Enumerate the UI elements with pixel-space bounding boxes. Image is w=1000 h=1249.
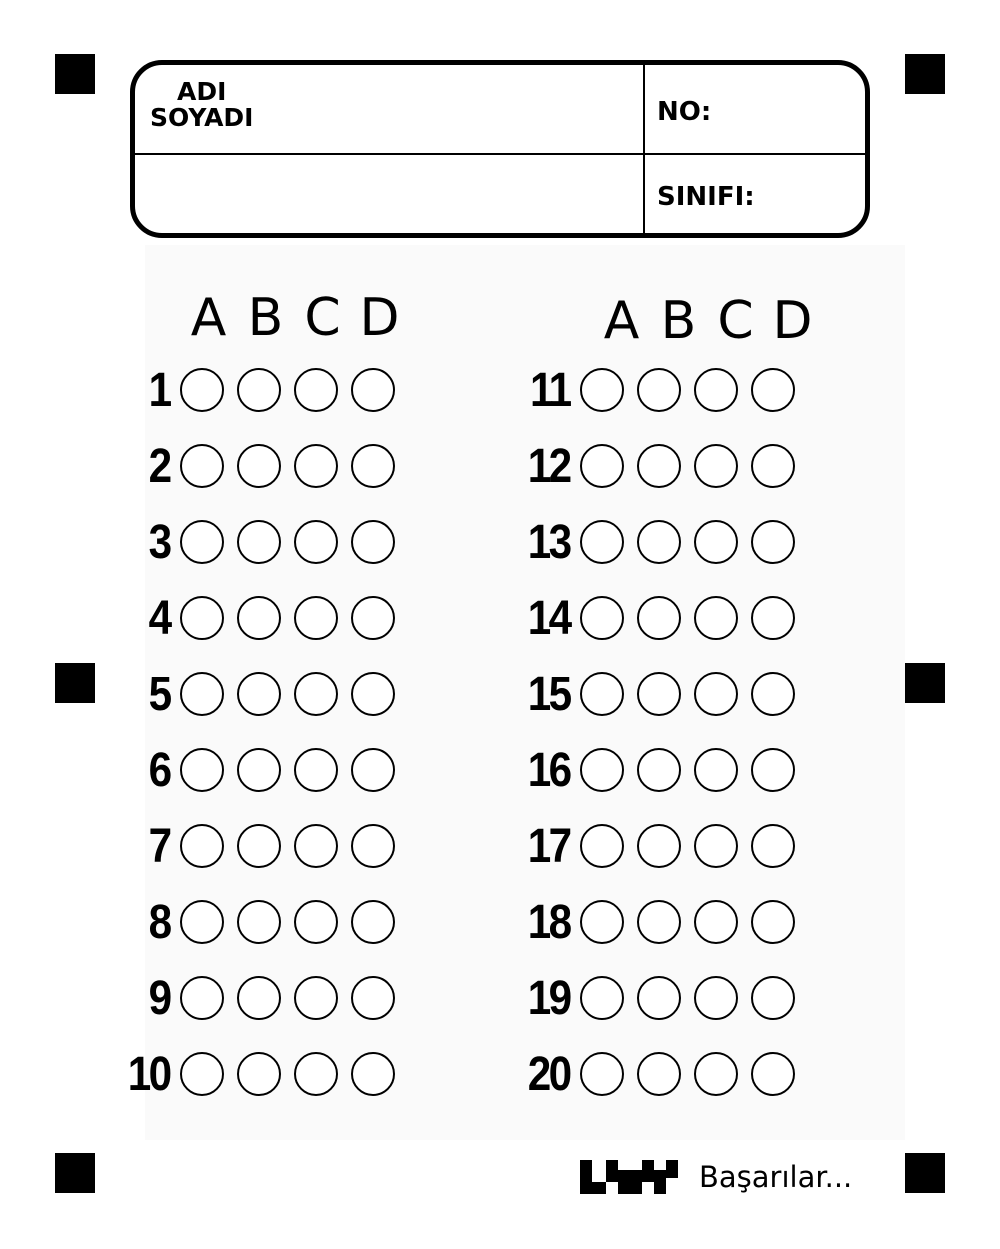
question-number: 4 bbox=[148, 591, 170, 645]
question-number: 12 bbox=[527, 439, 570, 493]
answer-bubble-a[interactable] bbox=[580, 444, 624, 488]
question-row bbox=[500, 884, 808, 960]
answer-bubble-c[interactable] bbox=[294, 748, 338, 792]
question-row bbox=[500, 504, 808, 580]
answer-bubble-a[interactable] bbox=[580, 976, 624, 1020]
alignment-marker-middle-left bbox=[55, 663, 95, 703]
answer-bubble-a[interactable] bbox=[180, 444, 224, 488]
class-label: SINIFI: bbox=[657, 182, 755, 212]
answer-bubble-a[interactable] bbox=[580, 1052, 624, 1096]
answer-bubble-c[interactable] bbox=[294, 824, 338, 868]
answer-bubble-c[interactable] bbox=[694, 748, 738, 792]
answer-bubble-b[interactable] bbox=[637, 368, 681, 412]
answer-bubble-b[interactable] bbox=[637, 748, 681, 792]
answer-bubble-b[interactable] bbox=[637, 900, 681, 944]
question-number: 2 bbox=[148, 439, 170, 493]
answer-bubble-a[interactable] bbox=[180, 900, 224, 944]
answer-bubble-d[interactable] bbox=[351, 672, 395, 716]
question-number: 5 bbox=[148, 667, 170, 721]
answer-bubble-d[interactable] bbox=[751, 900, 795, 944]
number-label: NO: bbox=[657, 97, 712, 127]
question-number: 7 bbox=[148, 819, 170, 873]
answer-bubble-a[interactable] bbox=[580, 900, 624, 944]
question-row bbox=[500, 580, 808, 656]
answer-bubble-c[interactable] bbox=[294, 976, 338, 1020]
answer-bubble-d[interactable] bbox=[351, 596, 395, 640]
question-number: 10 bbox=[127, 1047, 170, 1101]
answer-bubble-d[interactable] bbox=[751, 1052, 795, 1096]
answer-bubble-a[interactable] bbox=[180, 368, 224, 412]
answer-bubble-d[interactable] bbox=[751, 824, 795, 868]
answer-bubble-b[interactable] bbox=[637, 596, 681, 640]
option-letter: B bbox=[247, 288, 284, 348]
question-number: 8 bbox=[148, 895, 170, 949]
answer-bubble-c[interactable] bbox=[294, 368, 338, 412]
question-number: 13 bbox=[527, 515, 570, 569]
question-row bbox=[100, 732, 408, 808]
question-number: 6 bbox=[148, 743, 170, 797]
answer-bubble-d[interactable] bbox=[751, 520, 795, 564]
question-row bbox=[500, 352, 808, 428]
answer-bubble-c[interactable] bbox=[694, 596, 738, 640]
answer-bubble-a[interactable] bbox=[580, 520, 624, 564]
answer-bubble-d[interactable] bbox=[351, 520, 395, 564]
question-column-right bbox=[500, 352, 808, 1112]
option-letter: B bbox=[660, 291, 697, 351]
question-row bbox=[100, 656, 408, 732]
option-letter: A bbox=[603, 291, 640, 351]
question-number: 14 bbox=[527, 591, 570, 645]
option-letter: A bbox=[190, 288, 227, 348]
answer-bubble-d[interactable] bbox=[351, 444, 395, 488]
answer-bubble-d[interactable] bbox=[351, 976, 395, 1020]
alignment-marker-top-left bbox=[55, 54, 95, 94]
answer-bubble-b[interactable] bbox=[637, 444, 681, 488]
question-number: 19 bbox=[527, 971, 570, 1025]
answer-bubble-a[interactable] bbox=[180, 520, 224, 564]
footer-message: Başarılar... bbox=[699, 1160, 853, 1194]
alignment-marker-bottom-left bbox=[55, 1153, 95, 1193]
answer-bubble-c[interactable] bbox=[694, 368, 738, 412]
answer-bubble-c[interactable] bbox=[294, 444, 338, 488]
question-number: 17 bbox=[527, 819, 570, 873]
answer-bubble-b[interactable] bbox=[637, 1052, 681, 1096]
checker-logo-icon bbox=[580, 1160, 678, 1194]
answer-bubble-d[interactable] bbox=[751, 596, 795, 640]
answer-bubble-c[interactable] bbox=[294, 596, 338, 640]
alignment-marker-top-right bbox=[905, 54, 945, 94]
answer-bubble-c[interactable] bbox=[294, 520, 338, 564]
answer-bubble-b[interactable] bbox=[237, 520, 281, 564]
answer-bubble-a[interactable] bbox=[180, 824, 224, 868]
answer-bubble-d[interactable] bbox=[351, 748, 395, 792]
question-number: 18 bbox=[527, 895, 570, 949]
answer-bubble-a[interactable] bbox=[180, 976, 224, 1020]
answer-bubble-a[interactable] bbox=[180, 672, 224, 716]
answer-bubble-a[interactable] bbox=[180, 748, 224, 792]
question-number: 16 bbox=[527, 743, 570, 797]
answer-bubble-b[interactable] bbox=[637, 520, 681, 564]
answer-bubble-c[interactable] bbox=[694, 444, 738, 488]
answer-bubble-c[interactable] bbox=[694, 976, 738, 1020]
answer-bubble-c[interactable] bbox=[694, 520, 738, 564]
option-letters-right bbox=[593, 293, 821, 349]
question-row bbox=[100, 808, 408, 884]
answer-bubble-d[interactable] bbox=[351, 824, 395, 868]
alignment-marker-bottom-right bbox=[905, 1153, 945, 1193]
option-letter: C bbox=[717, 291, 754, 351]
question-column-left bbox=[100, 352, 408, 1112]
question-number: 11 bbox=[530, 363, 570, 417]
question-number: 9 bbox=[148, 971, 170, 1025]
question-number: 20 bbox=[527, 1047, 570, 1101]
student-info-box bbox=[130, 60, 870, 238]
answer-bubble-b[interactable] bbox=[237, 596, 281, 640]
answer-bubble-b[interactable] bbox=[237, 1052, 281, 1096]
info-divider-vertical bbox=[643, 65, 645, 233]
question-row bbox=[100, 1036, 408, 1112]
answer-bubble-a[interactable] bbox=[580, 368, 624, 412]
option-letter: C bbox=[304, 288, 341, 348]
answer-bubble-a[interactable] bbox=[580, 596, 624, 640]
question-row bbox=[500, 428, 808, 504]
answer-bubble-a[interactable] bbox=[580, 748, 624, 792]
option-letter: D bbox=[359, 288, 400, 348]
answer-bubble-c[interactable] bbox=[694, 900, 738, 944]
info-divider-horizontal bbox=[135, 153, 865, 155]
option-letters-left bbox=[180, 290, 408, 346]
answer-bubble-d[interactable] bbox=[751, 444, 795, 488]
answer-bubble-b[interactable] bbox=[237, 900, 281, 944]
question-row bbox=[500, 808, 808, 884]
question-row bbox=[500, 960, 808, 1036]
answer-bubble-c[interactable] bbox=[294, 1052, 338, 1096]
answer-bubble-c[interactable] bbox=[694, 672, 738, 716]
answer-bubble-d[interactable] bbox=[751, 672, 795, 716]
answer-bubble-d[interactable] bbox=[751, 976, 795, 1020]
answer-bubble-a[interactable] bbox=[180, 1052, 224, 1096]
answer-bubble-d[interactable] bbox=[351, 900, 395, 944]
question-row bbox=[500, 1036, 808, 1112]
question-row bbox=[100, 504, 408, 580]
question-row bbox=[100, 960, 408, 1036]
answer-bubble-c[interactable] bbox=[694, 824, 738, 868]
question-row bbox=[500, 732, 808, 808]
answer-bubble-a[interactable] bbox=[180, 596, 224, 640]
question-number: 15 bbox=[527, 667, 570, 721]
answer-bubble-b[interactable] bbox=[637, 976, 681, 1020]
answer-bubble-d[interactable] bbox=[351, 1052, 395, 1096]
answer-bubble-b[interactable] bbox=[237, 672, 281, 716]
question-row bbox=[100, 352, 408, 428]
answer-bubble-d[interactable] bbox=[751, 748, 795, 792]
answer-bubble-c[interactable] bbox=[694, 1052, 738, 1096]
answer-bubble-b[interactable] bbox=[237, 444, 281, 488]
answer-bubble-b[interactable] bbox=[637, 824, 681, 868]
answer-bubble-b[interactable] bbox=[637, 672, 681, 716]
answer-bubble-b[interactable] bbox=[237, 824, 281, 868]
answer-bubble-b[interactable] bbox=[237, 748, 281, 792]
question-row bbox=[100, 428, 408, 504]
answer-bubble-b[interactable] bbox=[237, 976, 281, 1020]
question-row bbox=[100, 580, 408, 656]
option-letter: D bbox=[772, 291, 813, 351]
answer-bubble-c[interactable] bbox=[294, 672, 338, 716]
answer-bubble-a[interactable] bbox=[580, 672, 624, 716]
answer-bubble-b[interactable] bbox=[237, 368, 281, 412]
question-number: 3 bbox=[148, 515, 170, 569]
alignment-marker-middle-right bbox=[905, 663, 945, 703]
answer-bubble-d[interactable] bbox=[351, 368, 395, 412]
answer-bubble-c[interactable] bbox=[294, 900, 338, 944]
name-surname-label: ADI SOYADI bbox=[150, 77, 254, 132]
question-row bbox=[100, 884, 408, 960]
question-number: 1 bbox=[148, 363, 170, 417]
answer-bubble-d[interactable] bbox=[751, 368, 795, 412]
answer-bubble-a[interactable] bbox=[580, 824, 624, 868]
question-row bbox=[500, 656, 808, 732]
